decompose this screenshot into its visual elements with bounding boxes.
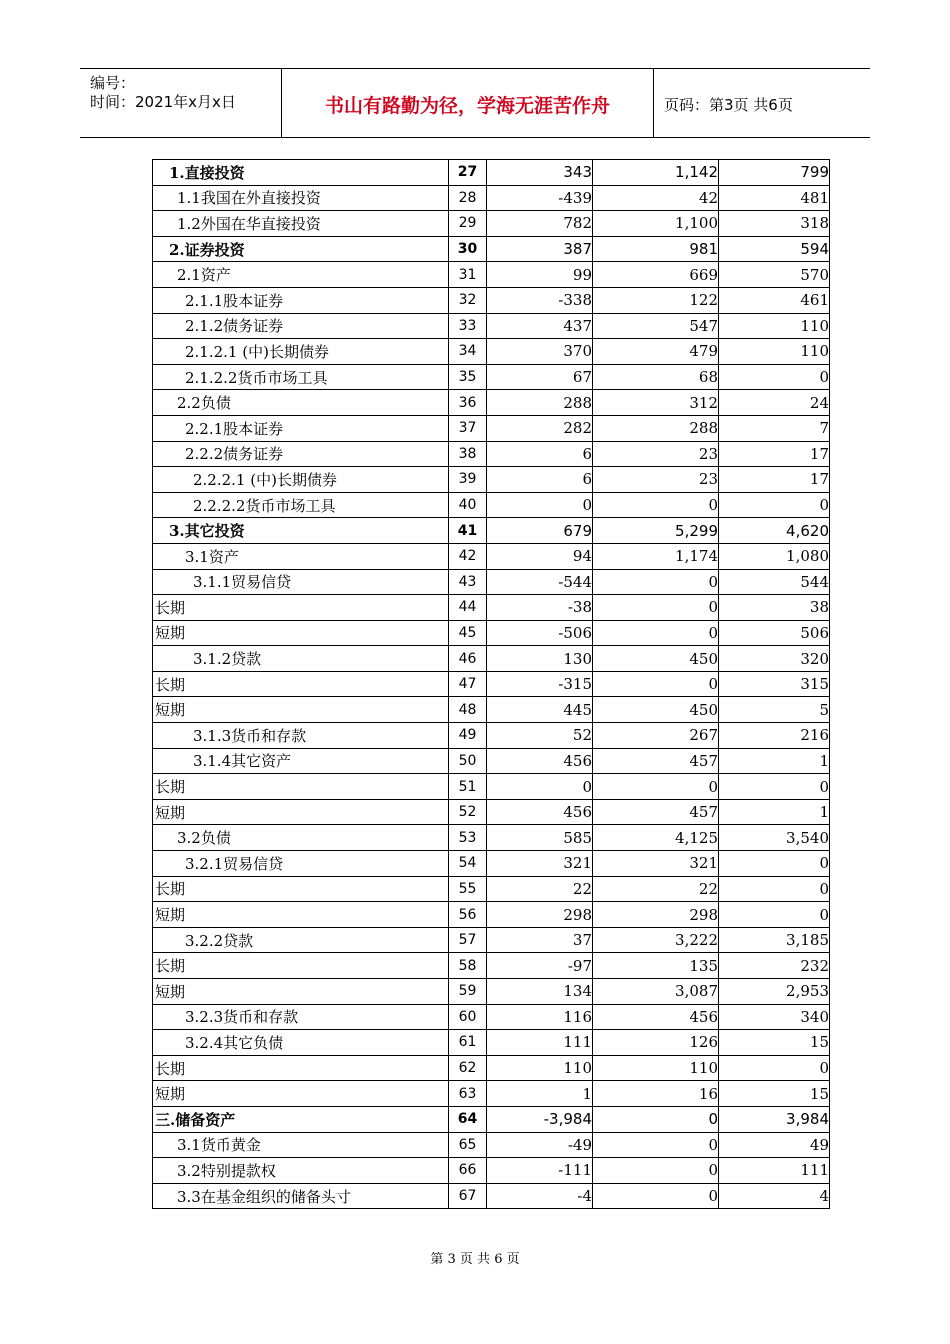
value-cell-1: 0 xyxy=(487,492,593,518)
table-row xyxy=(153,492,830,518)
value-cell-2: 456 xyxy=(593,1004,719,1030)
item-name-cell: 1.直接投资 xyxy=(153,160,449,186)
row-number-cell: 63 xyxy=(449,1081,487,1107)
table-row xyxy=(153,851,830,877)
value-cell-3: 38 xyxy=(719,595,830,621)
item-name-cell: 1.2外国在华直接投资 xyxy=(153,211,449,237)
item-name-cell: 3.2.4其它负债 xyxy=(153,1030,449,1056)
row-number-cell: 49 xyxy=(449,723,487,749)
value-cell-2: 479 xyxy=(593,339,719,365)
row-number-cell: 53 xyxy=(449,825,487,851)
value-cell-2: 16 xyxy=(593,1081,719,1107)
value-cell-3: 315 xyxy=(719,671,830,697)
table-body xyxy=(153,160,830,1209)
item-name-cell: 3.其它投资 xyxy=(153,518,449,544)
value-cell-2: 981 xyxy=(593,236,719,262)
value-cell-1: -544 xyxy=(487,569,593,595)
row-number-cell: 44 xyxy=(449,595,487,621)
row-number-cell: 51 xyxy=(449,774,487,800)
row-number-cell: 41 xyxy=(449,518,487,544)
table-row xyxy=(153,748,830,774)
value-cell-1: 99 xyxy=(487,262,593,288)
row-number-cell: 38 xyxy=(449,441,487,467)
table-row xyxy=(153,927,830,953)
balance-of-payments-table xyxy=(152,159,830,1209)
value-cell-3: 506 xyxy=(719,620,830,646)
item-name-cell: 2.1.2.2货币市场工具 xyxy=(153,364,449,390)
value-cell-2: 126 xyxy=(593,1030,719,1056)
value-cell-3: 318 xyxy=(719,211,830,237)
table-row xyxy=(153,313,830,339)
value-cell-2: 547 xyxy=(593,313,719,339)
value-cell-3: 461 xyxy=(719,287,830,313)
row-number-cell: 27 xyxy=(449,160,487,186)
table-row xyxy=(153,236,830,262)
value-cell-1: 0 xyxy=(487,774,593,800)
item-name-cell: 长期 xyxy=(153,1055,449,1081)
item-name-cell: 长期 xyxy=(153,774,449,800)
value-cell-1: -4 xyxy=(487,1183,593,1209)
row-number-cell: 60 xyxy=(449,1004,487,1030)
table-row xyxy=(153,287,830,313)
table-row xyxy=(153,723,830,749)
value-cell-2: 0 xyxy=(593,774,719,800)
value-cell-3: 0 xyxy=(719,774,830,800)
row-number-cell: 65 xyxy=(449,1132,487,1158)
value-cell-2: 0 xyxy=(593,620,719,646)
value-cell-1: 22 xyxy=(487,876,593,902)
item-name-cell: 三.储备资产 xyxy=(153,1106,449,1132)
value-cell-3: 1 xyxy=(719,748,830,774)
item-name-cell: 长期 xyxy=(153,953,449,979)
item-name-cell: 短期 xyxy=(153,902,449,928)
item-name-cell: 3.1.4其它资产 xyxy=(153,748,449,774)
value-cell-1: 321 xyxy=(487,851,593,877)
value-cell-1: 110 xyxy=(487,1055,593,1081)
table-row xyxy=(153,979,830,1005)
table-row xyxy=(153,697,830,723)
value-cell-2: 0 xyxy=(593,569,719,595)
value-cell-1: 67 xyxy=(487,364,593,390)
table-row xyxy=(153,211,830,237)
item-name-cell: 3.1.1贸易信贷 xyxy=(153,569,449,595)
table-row xyxy=(153,390,830,416)
value-cell-3: 110 xyxy=(719,313,830,339)
item-name-cell: 短期 xyxy=(153,1081,449,1107)
row-number-cell: 42 xyxy=(449,543,487,569)
value-cell-2: 450 xyxy=(593,646,719,672)
value-cell-2: 267 xyxy=(593,723,719,749)
value-cell-2: 321 xyxy=(593,851,719,877)
table-row xyxy=(153,902,830,928)
item-name-cell: 短期 xyxy=(153,697,449,723)
value-cell-3: 17 xyxy=(719,441,830,467)
value-cell-2: 5,299 xyxy=(593,518,719,544)
row-number-cell: 32 xyxy=(449,287,487,313)
value-cell-1: 52 xyxy=(487,723,593,749)
table-row xyxy=(153,1055,830,1081)
value-cell-3: 340 xyxy=(719,1004,830,1030)
value-cell-1: -506 xyxy=(487,620,593,646)
value-cell-3: 0 xyxy=(719,851,830,877)
value-cell-3: 799 xyxy=(719,160,830,186)
value-cell-1: -111 xyxy=(487,1158,593,1184)
value-cell-2: 3,222 xyxy=(593,927,719,953)
value-cell-2: 0 xyxy=(593,1106,719,1132)
value-cell-1: 288 xyxy=(487,390,593,416)
value-cell-2: 0 xyxy=(593,1132,719,1158)
value-cell-1: 585 xyxy=(487,825,593,851)
value-cell-2: 23 xyxy=(593,441,719,467)
table-row xyxy=(153,1081,830,1107)
table-row xyxy=(153,1158,830,1184)
value-cell-2: 457 xyxy=(593,748,719,774)
value-cell-3: 24 xyxy=(719,390,830,416)
row-number-cell: 64 xyxy=(449,1106,487,1132)
value-cell-1: -338 xyxy=(487,287,593,313)
page-header xyxy=(80,68,870,138)
value-cell-3: 232 xyxy=(719,953,830,979)
row-number-cell: 33 xyxy=(449,313,487,339)
value-cell-2: 298 xyxy=(593,902,719,928)
item-name-cell: 3.1资产 xyxy=(153,543,449,569)
value-cell-2: 669 xyxy=(593,262,719,288)
row-number-cell: 28 xyxy=(449,185,487,211)
value-cell-1: 130 xyxy=(487,646,593,672)
value-cell-1: 37 xyxy=(487,927,593,953)
value-cell-2: 1,174 xyxy=(593,543,719,569)
table-row xyxy=(153,262,830,288)
row-number-cell: 30 xyxy=(449,236,487,262)
value-cell-3: 4,620 xyxy=(719,518,830,544)
row-number-cell: 34 xyxy=(449,339,487,365)
value-cell-3: 15 xyxy=(719,1081,830,1107)
value-cell-3: 0 xyxy=(719,364,830,390)
value-cell-2: 450 xyxy=(593,697,719,723)
table-row xyxy=(153,1004,830,1030)
value-cell-3: 4 xyxy=(719,1183,830,1209)
item-name-cell: 3.2.3货币和存款 xyxy=(153,1004,449,1030)
value-cell-3: 5 xyxy=(719,697,830,723)
row-number-cell: 50 xyxy=(449,748,487,774)
value-cell-1: 445 xyxy=(487,697,593,723)
value-cell-3: 0 xyxy=(719,1055,830,1081)
item-name-cell: 2.1.2债务证券 xyxy=(153,313,449,339)
value-cell-1: 679 xyxy=(487,518,593,544)
page-footer: 第 3 页 共 6 页 xyxy=(430,1252,520,1267)
table-row xyxy=(153,595,830,621)
item-name-cell: 短期 xyxy=(153,979,449,1005)
value-cell-1: 343 xyxy=(487,160,593,186)
value-cell-2: 312 xyxy=(593,390,719,416)
item-name-cell: 3.2.2贷款 xyxy=(153,927,449,953)
item-name-cell: 2.证券投资 xyxy=(153,236,449,262)
row-number-cell: 45 xyxy=(449,620,487,646)
value-cell-2: 4,125 xyxy=(593,825,719,851)
row-number-cell: 47 xyxy=(449,671,487,697)
table-row xyxy=(153,467,830,493)
value-cell-1: 1 xyxy=(487,1081,593,1107)
table-row xyxy=(153,774,830,800)
item-name-cell: 长期 xyxy=(153,671,449,697)
value-cell-1: 387 xyxy=(487,236,593,262)
value-cell-3: 3,540 xyxy=(719,825,830,851)
value-cell-3: 1 xyxy=(719,799,830,825)
table-row xyxy=(153,518,830,544)
value-cell-1: 782 xyxy=(487,211,593,237)
value-cell-1: -3,984 xyxy=(487,1106,593,1132)
item-name-cell: 3.1.2贷款 xyxy=(153,646,449,672)
row-number-cell: 40 xyxy=(449,492,487,518)
value-cell-3: 570 xyxy=(719,262,830,288)
table-row xyxy=(153,364,830,390)
row-number-cell: 46 xyxy=(449,646,487,672)
row-number-cell: 56 xyxy=(449,902,487,928)
row-number-cell: 58 xyxy=(449,953,487,979)
row-number-cell: 61 xyxy=(449,1030,487,1056)
item-name-cell: 短期 xyxy=(153,799,449,825)
item-name-cell: 2.2负债 xyxy=(153,390,449,416)
row-number-cell: 52 xyxy=(449,799,487,825)
table-row xyxy=(153,1183,830,1209)
item-name-cell: 3.2.1贸易信贷 xyxy=(153,851,449,877)
table-row xyxy=(153,543,830,569)
row-number-cell: 29 xyxy=(449,211,487,237)
value-cell-2: 0 xyxy=(593,671,719,697)
value-cell-1: 456 xyxy=(487,748,593,774)
value-cell-1: 134 xyxy=(487,979,593,1005)
row-number-cell: 62 xyxy=(449,1055,487,1081)
table-row xyxy=(153,799,830,825)
value-cell-2: 110 xyxy=(593,1055,719,1081)
value-cell-2: 0 xyxy=(593,1183,719,1209)
motto: 书山有路勤为径，学海无涯苦作舟 xyxy=(324,95,610,117)
table-row xyxy=(153,953,830,979)
value-cell-1: 94 xyxy=(487,543,593,569)
table-row xyxy=(153,160,830,186)
table-row xyxy=(153,620,830,646)
item-name-cell: 2.2.2.2货币市场工具 xyxy=(153,492,449,518)
value-cell-3: 3,185 xyxy=(719,927,830,953)
value-cell-1: 111 xyxy=(487,1030,593,1056)
page-indicator: 页码：第3页 共6页 xyxy=(664,96,793,114)
table-row xyxy=(153,1106,830,1132)
item-name-cell: 1.1我国在外直接投资 xyxy=(153,185,449,211)
value-cell-3: 216 xyxy=(719,723,830,749)
item-name-cell: 3.1.3货币和存款 xyxy=(153,723,449,749)
item-name-cell: 长期 xyxy=(153,595,449,621)
item-name-cell: 2.2.2债务证券 xyxy=(153,441,449,467)
value-cell-1: -315 xyxy=(487,671,593,697)
value-cell-2: 42 xyxy=(593,185,719,211)
value-cell-3: 320 xyxy=(719,646,830,672)
table-row xyxy=(153,1132,830,1158)
value-cell-2: 0 xyxy=(593,492,719,518)
value-cell-1: -38 xyxy=(487,595,593,621)
value-cell-2: 0 xyxy=(593,595,719,621)
value-cell-3: 15 xyxy=(719,1030,830,1056)
value-cell-2: 135 xyxy=(593,953,719,979)
value-cell-3: 0 xyxy=(719,876,830,902)
row-number-cell: 66 xyxy=(449,1158,487,1184)
header-motto-cell xyxy=(282,69,654,137)
value-cell-2: 22 xyxy=(593,876,719,902)
value-cell-2: 288 xyxy=(593,415,719,441)
item-name-cell: 2.2.1股本证券 xyxy=(153,415,449,441)
value-cell-3: 544 xyxy=(719,569,830,595)
item-name-cell: 3.2特别提款权 xyxy=(153,1158,449,1184)
table-row xyxy=(153,876,830,902)
item-name-cell: 短期 xyxy=(153,620,449,646)
time-label: 时间：2021年x月x日 xyxy=(90,93,236,111)
value-cell-3: 0 xyxy=(719,492,830,518)
value-cell-2: 0 xyxy=(593,1158,719,1184)
value-cell-3: 0 xyxy=(719,902,830,928)
row-number-cell: 31 xyxy=(449,262,487,288)
value-cell-3: 111 xyxy=(719,1158,830,1184)
table-row xyxy=(153,415,830,441)
value-cell-2: 122 xyxy=(593,287,719,313)
item-name-cell: 2.1.2.1 (中)长期债券 xyxy=(153,339,449,365)
value-cell-2: 68 xyxy=(593,364,719,390)
value-cell-1: 370 xyxy=(487,339,593,365)
row-number-cell: 37 xyxy=(449,415,487,441)
row-number-cell: 43 xyxy=(449,569,487,595)
row-number-cell: 35 xyxy=(449,364,487,390)
row-number-cell: 36 xyxy=(449,390,487,416)
item-name-cell: 3.3在基金组织的储备头寸 xyxy=(153,1183,449,1209)
value-cell-1: -439 xyxy=(487,185,593,211)
value-cell-1: 6 xyxy=(487,441,593,467)
value-cell-1: 456 xyxy=(487,799,593,825)
table-row xyxy=(153,569,830,595)
value-cell-2: 1,142 xyxy=(593,160,719,186)
row-number-cell: 39 xyxy=(449,467,487,493)
value-cell-1: -97 xyxy=(487,953,593,979)
header-info-cell xyxy=(80,69,282,137)
value-cell-1: 437 xyxy=(487,313,593,339)
value-cell-3: 3,984 xyxy=(719,1106,830,1132)
value-cell-3: 2,953 xyxy=(719,979,830,1005)
item-name-cell: 2.1资产 xyxy=(153,262,449,288)
table-row xyxy=(153,1030,830,1056)
row-number-cell: 55 xyxy=(449,876,487,902)
value-cell-1: 298 xyxy=(487,902,593,928)
row-number-cell: 57 xyxy=(449,927,487,953)
value-cell-1: 116 xyxy=(487,1004,593,1030)
value-cell-1: 282 xyxy=(487,415,593,441)
table-row xyxy=(153,339,830,365)
value-cell-1: 6 xyxy=(487,467,593,493)
row-number-cell: 48 xyxy=(449,697,487,723)
value-cell-3: 17 xyxy=(719,467,830,493)
value-cell-2: 23 xyxy=(593,467,719,493)
header-page-cell xyxy=(654,69,870,137)
value-cell-3: 1,080 xyxy=(719,543,830,569)
number-label: 编号： xyxy=(90,74,136,92)
value-cell-3: 594 xyxy=(719,236,830,262)
value-cell-2: 457 xyxy=(593,799,719,825)
value-cell-2: 3,087 xyxy=(593,979,719,1005)
table-row xyxy=(153,671,830,697)
value-cell-3: 7 xyxy=(719,415,830,441)
table-row xyxy=(153,185,830,211)
row-number-cell: 54 xyxy=(449,851,487,877)
value-cell-3: 481 xyxy=(719,185,830,211)
value-cell-1: -49 xyxy=(487,1132,593,1158)
table-row xyxy=(153,646,830,672)
value-cell-3: 49 xyxy=(719,1132,830,1158)
item-name-cell: 2.2.2.1 (中)长期债券 xyxy=(153,467,449,493)
table-row xyxy=(153,441,830,467)
row-number-cell: 59 xyxy=(449,979,487,1005)
row-number-cell: 67 xyxy=(449,1183,487,1209)
item-name-cell: 长期 xyxy=(153,876,449,902)
table-row xyxy=(153,825,830,851)
value-cell-2: 1,100 xyxy=(593,211,719,237)
item-name-cell: 3.1货币黄金 xyxy=(153,1132,449,1158)
item-name-cell: 3.2负债 xyxy=(153,825,449,851)
item-name-cell: 2.1.1股本证券 xyxy=(153,287,449,313)
value-cell-3: 110 xyxy=(719,339,830,365)
